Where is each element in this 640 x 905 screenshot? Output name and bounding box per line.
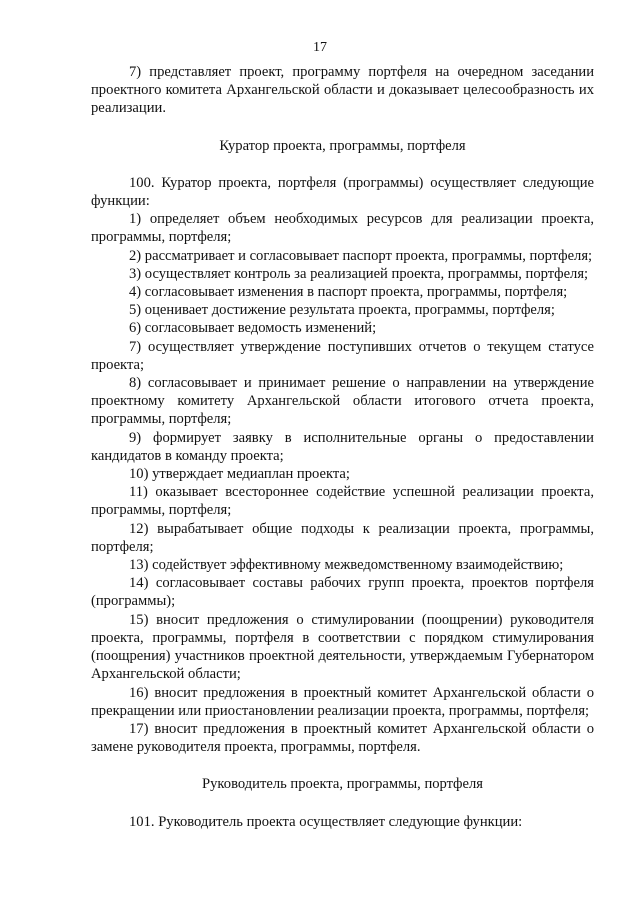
list-item: 14) согласовывает составы рабочих групп проекта, проектов портфеля (программы); xyxy=(91,575,594,610)
section-heading-curator: Куратор проекта, программы, портфеля xyxy=(219,137,466,154)
list-item: 11) оказывает всестороннее содействие успешной реализации проекта, программы, портфеля; xyxy=(91,484,594,519)
section-curator xyxy=(91,174,594,757)
paragraph-101: 101. Руководитель проекта осуществляет следующие функции: xyxy=(129,813,523,830)
list-item: 12) вырабатывает общие подходы к реализации проекта, программы, портфеля; xyxy=(91,520,594,555)
section-leader xyxy=(91,813,594,831)
list-item: 13) содействует эффективному межведомственному взаимодействию; xyxy=(129,557,564,574)
list-item: 3) осуществляет контроль за реализацией проекта, программы, портфеля; xyxy=(129,265,589,282)
page-number: 17 xyxy=(313,40,327,55)
list-item: 10) утверждает медиаплан проекта; xyxy=(129,466,350,483)
document-body xyxy=(91,63,594,831)
list-item: 5) оценивает достижение результата проекта, программы, портфеля; xyxy=(129,302,555,319)
section-heading-leader: Руководитель проекта, программы, портфеля xyxy=(202,776,483,793)
list-item: 16) вносит предложения в проектный комитет Архангельской области о прекращении или приостановлении реализации проекта, программы, портфеля; xyxy=(91,684,594,719)
paragraph-100: 100. Куратор проекта, портфеля (программы) осуществляет следующие функции: xyxy=(91,174,594,210)
paragraph-intro: 7) представляет проект, программу портфеля на очередном заседании проектного комитета Архангельской области и доказывает целесообразность их реализации. xyxy=(91,64,594,117)
list-item: 1) определяет объем необходимых ресурсов для реализации проекта, программы, портфеля; xyxy=(91,211,594,246)
list-item: 7) осуществляет утверждение поступивших отчетов о текущем статусе проекта; xyxy=(91,338,594,373)
list-item: 15) вносит предложения о стимулировании (поощрении) руководителя проекта, программы, портфеля в соответствии с порядком стимулирования (поощрения) участников проектной деятельности, утверждаемым Губернатором Архангельской области; xyxy=(91,611,594,683)
list-item: 8) согласовывает и принимает решение о направлении на утверждение проектному комитету Архангельской области итогового отчета проекта, программы, портфеля; xyxy=(91,375,594,428)
list-item: 2) рассматривает и согласовывает паспорт проекта, программы, портфеля; xyxy=(129,247,593,264)
list-item: 6) согласовывает ведомость изменений; xyxy=(129,320,377,337)
list-item: 17) вносит предложения в проектный комитет Архангельской области о замене руководителя проекта, программы, портфеля. xyxy=(91,720,594,756)
list-item: 4) согласовывает изменения в паспорт проекта, программы, портфеля; xyxy=(129,284,568,301)
list-item: 9) формирует заявку в исполнительные органы о предоставлении кандидатов в команду проекта; xyxy=(91,429,594,464)
